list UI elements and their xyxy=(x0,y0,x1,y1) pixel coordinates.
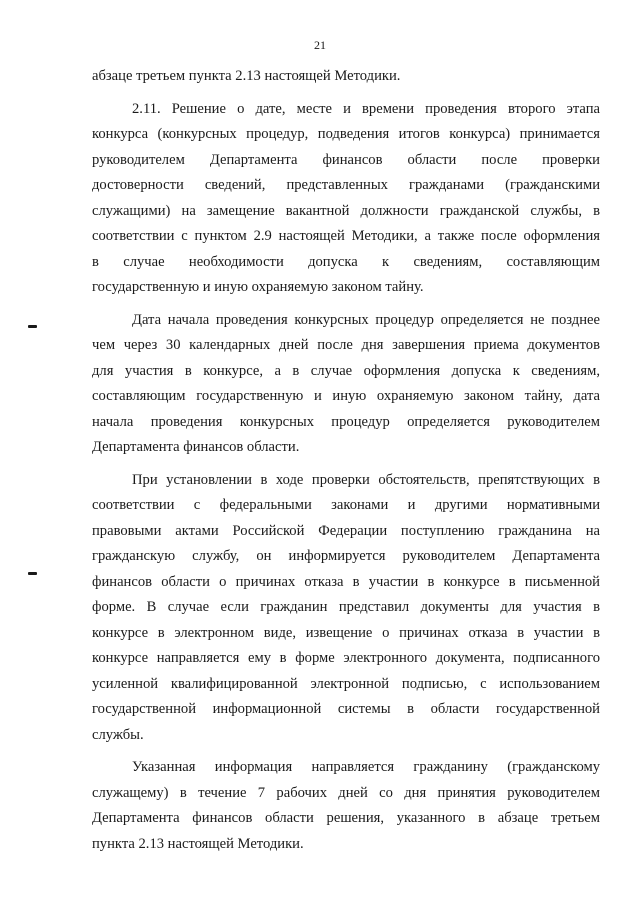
text-line: начала проведения конкурсных процедур определяется руководителем xyxy=(92,413,600,430)
paragraph xyxy=(92,755,600,857)
text-line: чем через 30 календарных дней после дня завершения приема документов xyxy=(92,337,600,353)
text-line: Департамента финансов области. xyxy=(92,439,300,455)
text-line: финансов области о причинах отказа в участии в конкурсе в письменной xyxy=(92,573,600,590)
text-line: конкурсе в электронном виде, извещение о причинах отказа в участии в xyxy=(92,624,600,641)
text-line: руководителем Департамента финансов области после проверки xyxy=(92,151,600,168)
text-line: правовыми актами Российской Федерации поступлению гражданина на xyxy=(92,522,600,539)
margin-mark xyxy=(28,325,37,328)
text-line: конкурса (конкурсных процедур, подведения итогов конкурса) принимается xyxy=(92,126,600,142)
text-line: Указанная информация направляется гражданину (гражданскому xyxy=(132,759,600,775)
text-line: усиленной квалифицированной электронной подписью, с использованием xyxy=(92,675,600,692)
margin-mark xyxy=(28,572,37,575)
text-line: пункта 2.13 настоящей Методики. xyxy=(92,835,304,852)
paragraph xyxy=(92,64,600,90)
document-body xyxy=(92,64,600,857)
text-line: соответствии с федеральными законами и другими нормативными xyxy=(92,497,600,513)
text-line: соответствии с пунктом 2.9 настоящей Методики, а также после оформления xyxy=(92,228,600,244)
text-line: достоверности сведений, представленных гражданами (гражданскими xyxy=(92,177,600,193)
text-line: конкурсе направляется ему в форме электронного документа, подписанного xyxy=(92,650,600,666)
paragraph xyxy=(92,308,600,461)
text-line: абзаце третьем пункта 2.13 настоящей Методики. xyxy=(92,68,401,84)
text-line: форме. В случае если гражданин представил документы для участия в xyxy=(92,599,600,615)
paragraph-gap xyxy=(92,461,600,468)
text-line: государственной информационной системы в области государственной xyxy=(92,701,600,717)
text-line: При установлении в ходе проверки обстоятельств, препятствующих в xyxy=(132,471,600,488)
text-line: Дата начала проведения конкурсных процедур определяется не позднее xyxy=(132,311,600,328)
text-line: государственную и иную охраняемую законом тайну. xyxy=(92,279,424,295)
text-line: службы. xyxy=(92,726,144,743)
text-line: служащему) в течение 7 рабочих дней со дня принятия руководителем xyxy=(92,784,600,801)
text-line: 2.11. Решение о дате, месте и времени проведения второго этапа xyxy=(132,100,600,117)
text-line: в случае необходимости допуска к сведениям, составляющим xyxy=(92,253,600,270)
paragraph xyxy=(92,468,600,749)
paragraph-gap xyxy=(92,90,600,97)
text-line: служащими) на замещение вакантной должности гражданской службы, в xyxy=(92,202,600,219)
paragraph xyxy=(92,97,600,301)
text-line: гражданскую службу, он информируется руководителем Департамента xyxy=(92,548,600,564)
paragraph-gap xyxy=(92,301,600,308)
page-number: 21 xyxy=(314,38,326,52)
text-line: для участия в конкурсе, а в случае оформления допуска к сведениям, xyxy=(92,362,600,379)
text-line: составляющим государственную и иную охраняемую законом тайну, дата xyxy=(92,388,600,404)
text-line: Департамента финансов области решения, указанного в абзаце третьем xyxy=(92,810,600,826)
paragraph-gap xyxy=(92,748,600,755)
